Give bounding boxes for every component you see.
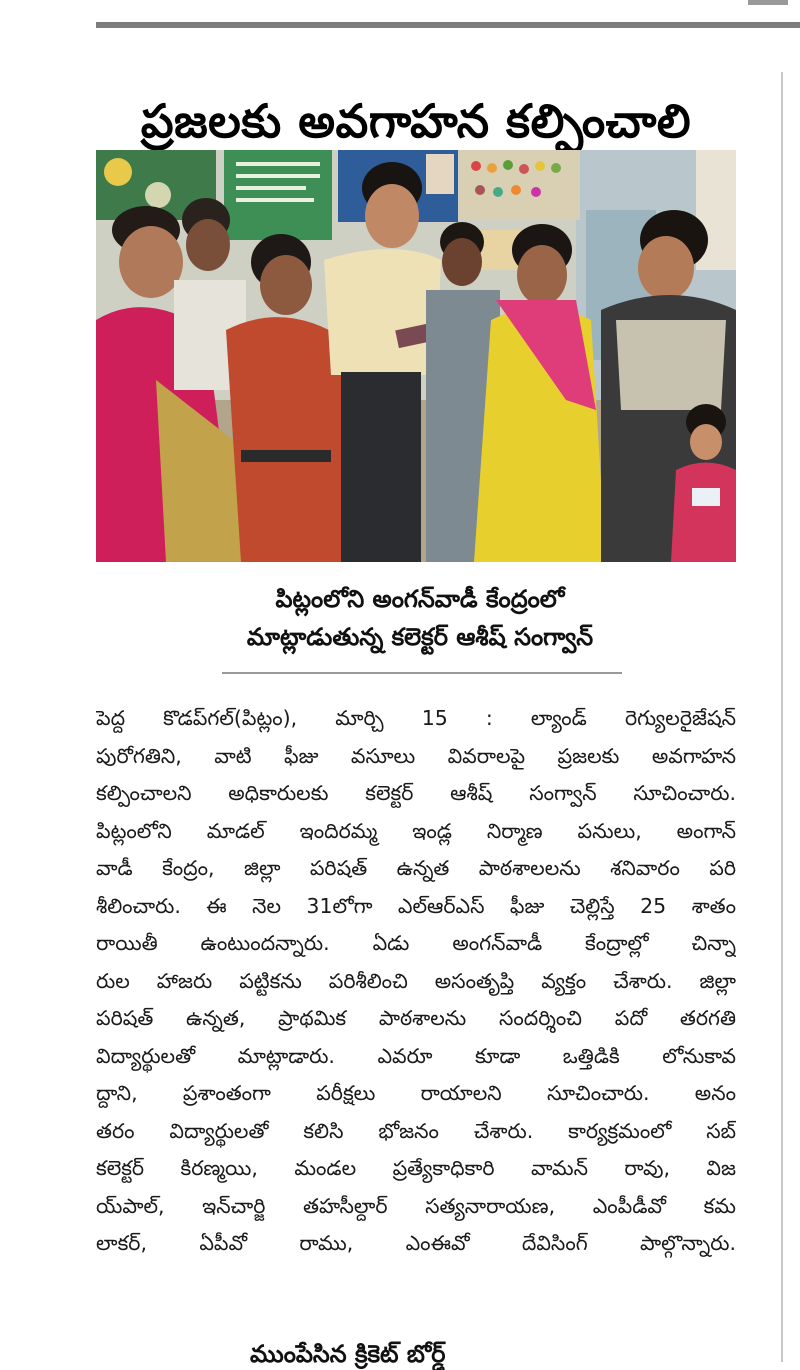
body-line: రాయితీ ఉంటుందన్నారు. ఏడు అంగన్‌వాడీ కేంద్రాల్లో చిన్నా xyxy=(96,931,736,955)
body-line: పురోగతిని, వాటి ఫీజు వసూలు వివరాలపై ప్రజలకు అవగాహన xyxy=(96,743,736,768)
corner-mark xyxy=(748,0,788,5)
next-article-headline: ముంపేసిన క్రికెట్ బోర్డ్ xyxy=(250,1340,446,1368)
caption-rule xyxy=(222,672,622,674)
caption-line: మాట్లాడుతున్న కలెక్టర్ ఆశీష్ సంగ్వాన్ xyxy=(246,623,594,651)
headline: ప్రజలకు అవగాహన కల్పించాలి xyxy=(140,93,692,148)
article-body xyxy=(96,700,736,1263)
body-line: య్‌పాల్, ఇన్‌చార్జి తహసీల్దార్ సత్యనారాయణ, ఎంపీడీవో కమ xyxy=(96,1193,736,1218)
body-line: పిట్లంలోని మాడల్ ఇందిరమ్మ ఇండ్ల నిర్మాణ పనులు, అంగాన్ xyxy=(96,818,736,843)
caption-line: పిట్లంలోని అంగన్‌వాడీ కేంద్రంలో xyxy=(275,585,565,613)
body-line: కలెక్టర్ కిరణ్మయి, మండల ప్రత్యేకాధికారి వామన్ రావు, విజ xyxy=(96,1156,736,1180)
body-line: వాడీ కేంద్రం, జిల్లా పరిషత్ ఉన్నత పాఠశాలలను శనివారం పరి xyxy=(96,856,736,880)
body-line: కల్పించాలని అధికారులకు కలెక్టర్ ఆశీష్ సంగ్వాన్ సూచించారు. xyxy=(96,781,736,805)
body-line: విద్యార్థులతో మాట్లాడారు. ఎవరూ కూడా ఒత్తిడికి లోనుకావ xyxy=(96,1043,736,1068)
news-photo xyxy=(96,150,736,562)
body-line: లాకర్, ఏపీవో రాము, ఎంఈవో దేవిసింగ్ పాల్గొన్నారు. xyxy=(96,1231,736,1255)
body-line: రుల హాజరు పట్టికను పరిశీలించి అసంతృప్తి వ్యక్తం చేశారు. జిల్లా xyxy=(96,968,736,993)
body-line: పరిషత్ ఉన్నత, ప్రాథమిక పాఠశాలను సందర్శించి పదో తరగతి xyxy=(96,1006,736,1030)
photo-caption xyxy=(150,580,690,656)
body-line: పెద్ద కొడప్‌గల్(పిట్లం), మార్చి 15 : ల్యాండ్ రెగ్యులరైజేషన్ xyxy=(96,706,736,730)
photo-illustration xyxy=(96,150,736,562)
top-rule xyxy=(96,22,800,28)
column-divider xyxy=(781,72,783,1362)
poster-food-chart xyxy=(460,150,580,220)
body-line: ద్దాని, ప్రశాంతంగా పరీక్షలు రాయాలని సూచించారు. అనం xyxy=(96,1081,736,1105)
body-line: తరం విద్యార్థులతో కలిసి భోజనం చేశారు. కార్యక్రమంలో సబ్ xyxy=(96,1118,736,1143)
body-line: శీలించారు. ఈ నెల 31లోగా ఎల్ఆర్ఎస్ ఫీజు చెల్లిస్తే 25 శాతం xyxy=(96,893,736,918)
